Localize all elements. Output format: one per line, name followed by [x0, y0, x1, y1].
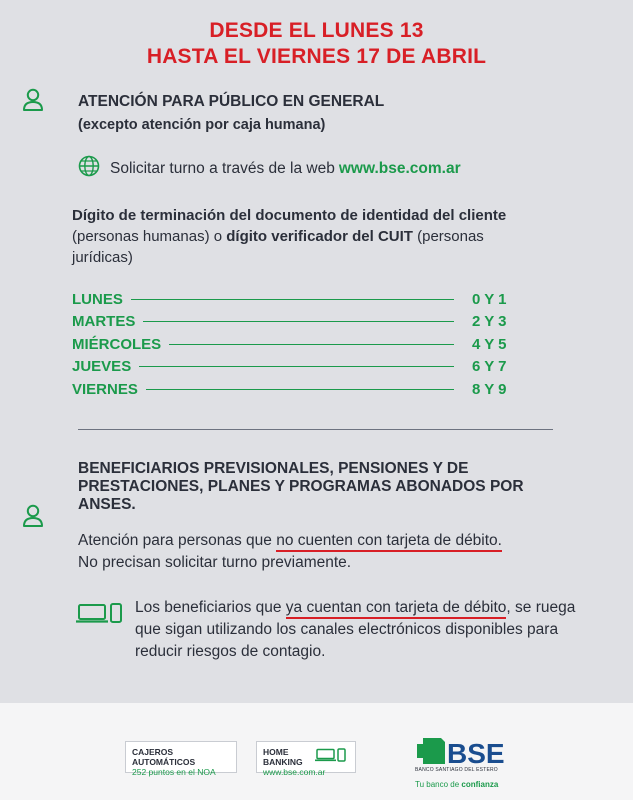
web-turn-line: [78, 155, 461, 182]
day-digits: 2 Y 3: [472, 313, 507, 331]
digit-instructions-text-2: (personas humanas) o: [72, 228, 227, 245]
dotted-leader: [169, 344, 454, 345]
day-name: VIERNES: [72, 380, 138, 398]
digit-instructions-bold-3: dígito verificador del CUIT: [226, 228, 413, 245]
home-banking-url[interactable]: www.bse.com.ar: [263, 767, 326, 777]
day-name: LUNES: [72, 290, 123, 308]
day-schedule: [72, 288, 522, 401]
home-banking-title: HOME BANKING: [263, 747, 303, 767]
bse-tagline-2: confianza: [461, 780, 499, 789]
attention-note: [78, 530, 618, 574]
attention-text-3: No precisan solicitar turno previamente.: [78, 554, 352, 571]
attention-text-1: Atención para personas que: [78, 532, 277, 549]
beneficiaries-text-3: , se ruega que sigan utilizando los canales electrónicos disponibles para reducir riesgos de contagio.: [135, 599, 576, 660]
beneficiaries-text-1: Los beneficiarios que: [135, 599, 286, 616]
atm-title-1: CAJEROS: [132, 747, 174, 757]
dotted-leader: [139, 366, 454, 367]
bse-logo-text: BSE: [447, 738, 505, 768]
dotted-leader: [146, 389, 454, 390]
bse-tagline-1: Tu banco de: [415, 780, 462, 789]
digit-instructions-bold-1: Dígito de terminación del documento de identidad del cliente: [72, 207, 507, 224]
atm-title-2: AUTOMÁTICOS: [132, 757, 196, 767]
section-general-subtitle: (excepto atención por caja humana): [78, 117, 326, 133]
globe-icon: [78, 155, 100, 182]
web-turn-text: Solicitar turno a través de la web: [110, 159, 335, 177]
page-header: [0, 18, 633, 70]
header-line-2: HASTA EL VIERNES 17 DE ABRIL: [146, 45, 487, 68]
devices-icon: [315, 748, 347, 764]
devices-icon: [76, 602, 124, 629]
digit-instructions: [72, 205, 532, 268]
attention-underlined: no cuenten con tarjeta de débito.: [276, 532, 502, 552]
atm-card: [125, 741, 237, 777]
schedule-row: [72, 333, 522, 356]
home-banking-card: [256, 741, 356, 777]
footer-bar: [0, 703, 633, 800]
dotted-leader: [131, 299, 454, 300]
section-general-title: ATENCIÓN PARA PÚBLICO EN GENERAL: [78, 93, 385, 110]
web-url-link[interactable]: www.bse.com.ar: [338, 159, 461, 177]
bse-full-name: BANCO SANTIAGO DEL ESTERO: [415, 767, 498, 773]
person-icon: [22, 504, 44, 533]
day-name: MARTES: [72, 313, 136, 331]
day-digits: 4 Y 5: [472, 335, 507, 353]
dotted-leader: [143, 321, 454, 322]
schedule-row: [72, 356, 522, 379]
schedule-row: [72, 378, 522, 401]
section-anses-title: BENEFICIARIOS PREVISIONALES, PENSIONES Y DE PRESTACIONES, PLANES Y PROGRAMAS ABONADOS POR ANSES.: [78, 460, 524, 513]
atm-subtitle: 252 puntos en el NOA: [132, 767, 216, 777]
beneficiaries-underlined: ya cuentan con tarjeta de débito: [286, 599, 507, 619]
digit-instructions-text-4: (personas jurídicas): [72, 228, 484, 266]
beneficiaries-note: [135, 597, 595, 663]
section-divider: [78, 429, 553, 430]
day-name: MIÉRCOLES: [72, 335, 162, 353]
day-digits: 6 Y 7: [472, 358, 507, 376]
day-name: JUEVES: [72, 358, 132, 376]
person-icon: [22, 88, 44, 117]
schedule-row: [72, 288, 522, 311]
header-line-1: DESDE EL LUNES 13: [209, 19, 424, 42]
day-digits: 0 Y 1: [472, 290, 507, 308]
schedule-row: [72, 311, 522, 334]
bse-tagline: [415, 780, 498, 789]
day-digits: 8 Y 9: [472, 380, 507, 398]
